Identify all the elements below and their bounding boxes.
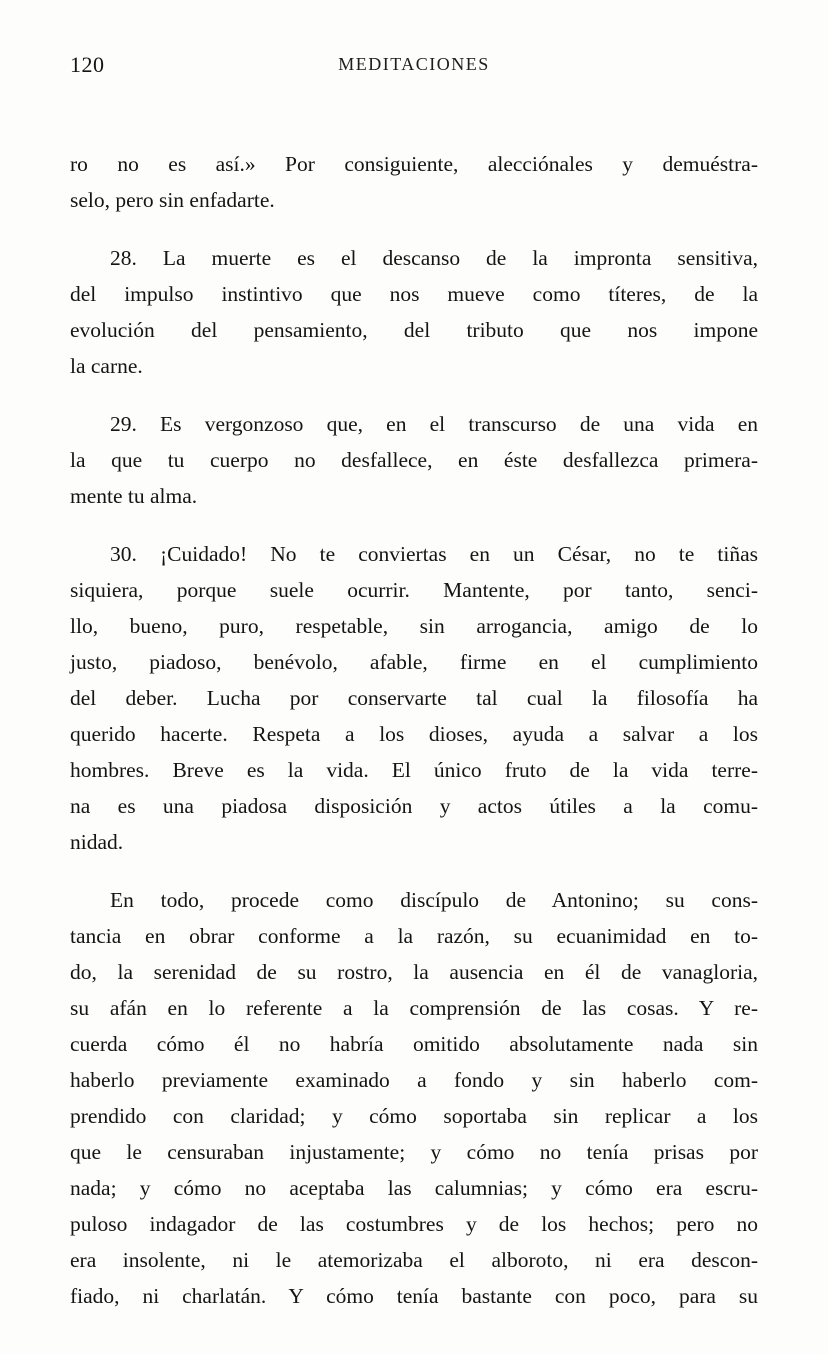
text-line: mente tu alma.	[70, 484, 198, 508]
text-line: 29. Es vergonzoso que, en el transcurso de una vida en	[110, 412, 758, 436]
text-line: haberlo previamente examinado a fondo y sin haberlo com-	[70, 1068, 758, 1092]
paragraph	[70, 406, 758, 514]
text-line: que le censuraban injustamente; y cómo no tenía prisas por	[70, 1140, 758, 1164]
page-number: 120	[70, 52, 105, 77]
text-line: del deber. Lucha por conservarte tal cual la filosofía ha	[70, 686, 758, 710]
text-line: del impulso instintivo que nos mueve como títeres, de la	[70, 282, 758, 306]
text-line: nada; y cómo no aceptaba las calumnias; y cómo era escru-	[70, 1176, 758, 1200]
paragraph	[70, 240, 758, 384]
paragraph	[70, 146, 758, 218]
text-line: era insolente, ni le atemorizaba el alboroto, ni era descon-	[70, 1248, 758, 1272]
running-title: MEDITACIONES	[338, 54, 490, 74]
text-line: nidad.	[70, 830, 124, 854]
page-body	[70, 146, 758, 1314]
text-line: En todo, procede como discípulo de Antonino; su cons-	[110, 888, 758, 912]
text-line: prendido con claridad; y cómo soportaba sin replicar a los	[70, 1104, 758, 1128]
text-line: fiado, ni charlatán. Y cómo tenía bastante con poco, para su	[70, 1284, 758, 1308]
text-line: su afán en lo referente a la comprensión de las cosas. Y re-	[70, 996, 758, 1020]
text-line: selo, pero sin enfadarte.	[70, 188, 275, 212]
text-line: justo, piadoso, benévolo, afable, firme en el cumplimiento	[70, 650, 758, 674]
text-line: la carne.	[70, 354, 143, 378]
text-line: siquiera, porque suele ocurrir. Mantente, por tanto, senci-	[70, 578, 758, 602]
text-line: cuerda cómo él no habría omitido absolutamente nada sin	[70, 1032, 758, 1056]
text-line: 28. La muerte es el descanso de la impronta sensitiva,	[110, 246, 758, 270]
text-line: na es una piadosa disposición y actos útiles a la comu-	[70, 794, 758, 818]
paragraph	[70, 536, 758, 860]
text-line: 30. ¡Cuidado! No te conviertas en un César, no te tiñas	[110, 542, 758, 566]
text-line: ro no es así.» Por consiguiente, alecciónales y demuéstra-	[70, 152, 758, 176]
text-line: hombres. Breve es la vida. El único fruto de la vida terre-	[70, 758, 758, 782]
text-line: evolución del pensamiento, del tributo que nos impone	[70, 318, 758, 342]
text-line: tancia en obrar conforme a la razón, su ecuanimidad en to-	[70, 924, 758, 948]
text-line: puloso indagador de las costumbres y de los hechos; pero no	[70, 1212, 758, 1236]
text-line: llo, bueno, puro, respetable, sin arrogancia, amigo de lo	[70, 614, 758, 638]
paragraph	[70, 882, 758, 1314]
text-line: do, la serenidad de su rostro, la ausencia en él de vanagloria,	[70, 960, 758, 984]
text-line: querido hacerte. Respeta a los dioses, ayuda a salvar a los	[70, 722, 758, 746]
page-header	[70, 52, 758, 80]
text-line: la que tu cuerpo no desfallece, en éste desfallezca primera-	[70, 448, 758, 472]
